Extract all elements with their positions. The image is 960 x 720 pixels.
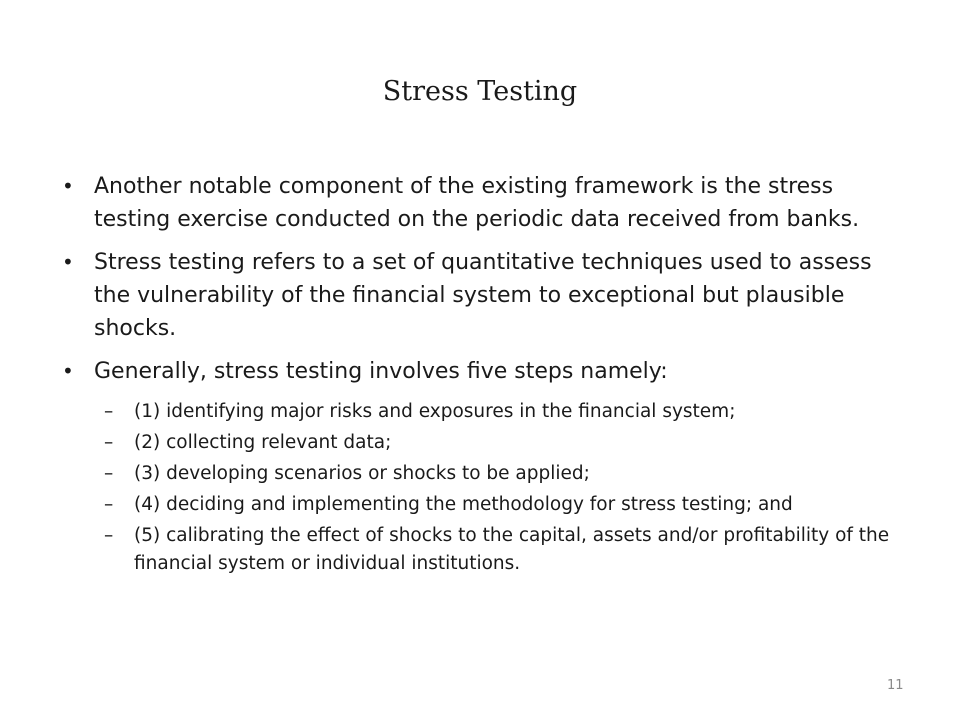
sub-bullet-item	[70, 460, 890, 488]
dash-icon: –	[104, 432, 114, 453]
sub-bullet-item	[70, 522, 890, 578]
bullet-text: Stress testing refers to a set of quantitative techniques used to assess the vulnerability of the financial system to exceptional but plausible shocks.	[94, 250, 872, 341]
sub-bullet-list	[70, 398, 890, 578]
sub-bullet-item	[70, 491, 890, 519]
sub-bullet-text: (5) calibrating the effect of shocks to the capital, assets and/or profitability of the financial system or individual institutions.	[134, 525, 890, 574]
bullet-item	[62, 355, 890, 388]
bullet-icon: •	[62, 174, 74, 198]
bullet-icon: •	[62, 250, 74, 274]
dash-icon: –	[104, 463, 114, 484]
sub-bullet-item	[70, 398, 890, 426]
dash-icon: –	[104, 494, 114, 515]
sub-bullet-item	[70, 429, 890, 457]
page-number: 11	[887, 678, 904, 693]
sub-bullet-text: (4) deciding and implementing the methodology for stress testing; and	[134, 494, 793, 515]
sub-bullet-text: (3) developing scenarios or shocks to be applied;	[134, 463, 590, 484]
sub-bullet-text: (1) identifying major risks and exposures in the financial system;	[134, 401, 736, 422]
bullet-item	[62, 170, 890, 236]
dash-icon: –	[104, 401, 114, 422]
dash-icon: –	[104, 525, 114, 546]
sub-bullet-text: (2) collecting relevant data;	[134, 432, 392, 453]
bullet-icon: •	[62, 359, 74, 383]
slide-content	[62, 170, 890, 581]
bullet-text: Another notable component of the existing framework is the stress testing exercise conducted on the periodic data received from banks.	[94, 174, 860, 232]
bullet-text: Generally, stress testing involves five steps namely:	[94, 359, 668, 384]
bullet-item	[62, 246, 890, 345]
slide-title: Stress Testing	[382, 76, 578, 107]
